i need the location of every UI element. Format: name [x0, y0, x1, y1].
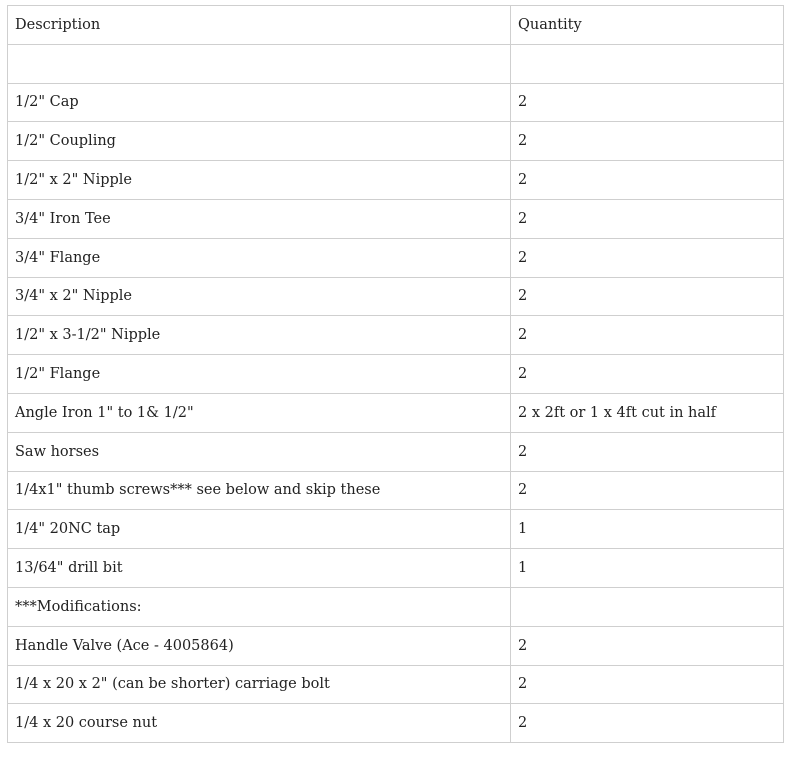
- quantity-cell: 2: [511, 199, 784, 238]
- description-cell: 1/4 x 20 course nut: [8, 704, 511, 743]
- table-row: [8, 44, 784, 83]
- description-cell: 3/4" Iron Tee: [8, 199, 511, 238]
- quantity-cell: 1: [511, 549, 784, 588]
- description-cell: 3/4" x 2" Nipple: [8, 277, 511, 316]
- description-cell: 1/4x1" thumb screws*** see below and skip these: [8, 471, 511, 510]
- table-body: [8, 44, 784, 742]
- table-row: [8, 393, 784, 432]
- header-description: Description: [8, 6, 511, 45]
- quantity-cell: 2: [511, 704, 784, 743]
- table-header-row: [8, 6, 784, 45]
- description-cell: Handle Valve (Ace - 4005864): [8, 626, 511, 665]
- quantity-cell: [511, 587, 784, 626]
- quantity-cell: 2: [511, 277, 784, 316]
- header-quantity: Quantity: [511, 6, 784, 45]
- parts-table: [7, 5, 784, 743]
- description-cell: 1/2" Flange: [8, 355, 511, 394]
- quantity-cell: 2: [511, 83, 784, 122]
- table-row: [8, 626, 784, 665]
- table-row: [8, 277, 784, 316]
- description-cell: Angle Iron 1" to 1& 1/2": [8, 393, 511, 432]
- description-cell: 3/4" Flange: [8, 238, 511, 277]
- parts-table-container: [7, 5, 784, 743]
- quantity-cell: 1: [511, 510, 784, 549]
- description-cell: [8, 44, 511, 83]
- description-cell: 1/2" Coupling: [8, 122, 511, 161]
- table-row: [8, 549, 784, 588]
- table-row: [8, 510, 784, 549]
- description-cell: 13/64" drill bit: [8, 549, 511, 588]
- quantity-cell: 2: [511, 626, 784, 665]
- description-cell: 1/2" x 2" Nipple: [8, 161, 511, 200]
- table-row: [8, 161, 784, 200]
- quantity-cell: 2: [511, 238, 784, 277]
- quantity-cell: 2: [511, 432, 784, 471]
- description-cell: 1/4 x 20 x 2" (can be shorter) carriage bolt: [8, 665, 511, 704]
- quantity-cell: 2: [511, 355, 784, 394]
- table-row: [8, 432, 784, 471]
- description-cell: 1/4" 20NC tap: [8, 510, 511, 549]
- table-row: [8, 587, 784, 626]
- table-row: [8, 471, 784, 510]
- quantity-cell: 2: [511, 122, 784, 161]
- description-cell: 1/2" x 3-1/2" Nipple: [8, 316, 511, 355]
- quantity-cell: 2: [511, 161, 784, 200]
- description-cell: Saw horses: [8, 432, 511, 471]
- description-cell: ***Modifications:: [8, 587, 511, 626]
- table-row: [8, 704, 784, 743]
- quantity-cell: 2: [511, 316, 784, 355]
- quantity-cell: 2: [511, 665, 784, 704]
- table-row: [8, 122, 784, 161]
- table-row: [8, 316, 784, 355]
- table-row: [8, 355, 784, 394]
- quantity-cell: 2 x 2ft or 1 x 4ft cut in half: [511, 393, 784, 432]
- table-row: [8, 83, 784, 122]
- description-cell: 1/2" Cap: [8, 83, 511, 122]
- quantity-cell: 2: [511, 471, 784, 510]
- table-row: [8, 199, 784, 238]
- table-row: [8, 665, 784, 704]
- quantity-cell: [511, 44, 784, 83]
- table-row: [8, 238, 784, 277]
